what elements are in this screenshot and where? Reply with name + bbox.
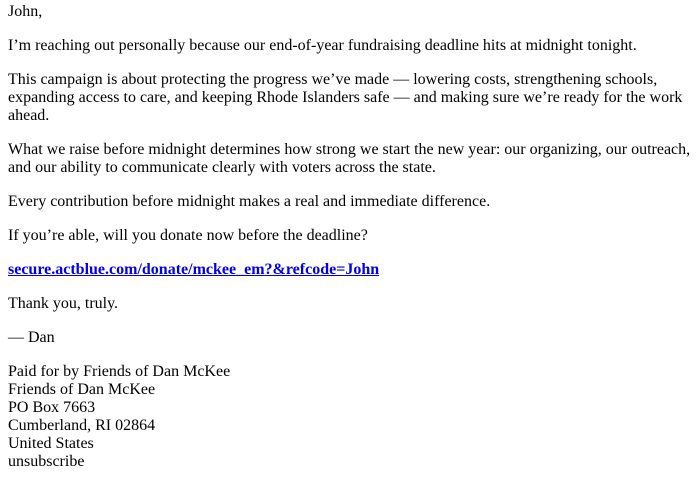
footer: [8, 363, 692, 471]
donate-link-paragraph: [8, 261, 692, 279]
footer-address-line2: Cumberland, RI 02864: [8, 417, 156, 434]
footer-address-line1: PO Box 7663: [8, 399, 96, 416]
signature: — Dan: [8, 329, 55, 346]
donate-link[interactable]: secure.actblue.com/donate/mckee_em?&refcode=John: [8, 261, 380, 278]
footer-country: United States: [8, 435, 94, 452]
paragraph-campaign: This campaign is about protecting the progress we’ve made — lowering costs, strengthening schools, expanding access to care, and keeping Rhode Islanders safe — and making sure we’re ready for the work ahead.: [8, 71, 683, 124]
greeting: John,: [8, 3, 43, 20]
closing: Thank you, truly.: [8, 295, 119, 312]
paragraph-intro: I’m reaching out personally because our end-of-year fundraising deadline hits at midnight tonight.: [8, 37, 637, 54]
paragraph-ask: If you’re able, will you donate now before the deadline?: [8, 227, 368, 244]
paragraph-midnight: What we raise before midnight determines how strong we start the new year: our organizing, our outreach, and our ability to communicate clearly with voters across the state.: [8, 141, 691, 176]
footer-org: Friends of Dan McKee: [8, 381, 156, 398]
unsubscribe-link[interactable]: unsubscribe: [8, 453, 85, 470]
footer-paid-for: Paid for by Friends of Dan McKee: [8, 363, 231, 380]
paragraph-contribution: Every contribution before midnight makes a real and immediate difference.: [8, 193, 491, 210]
